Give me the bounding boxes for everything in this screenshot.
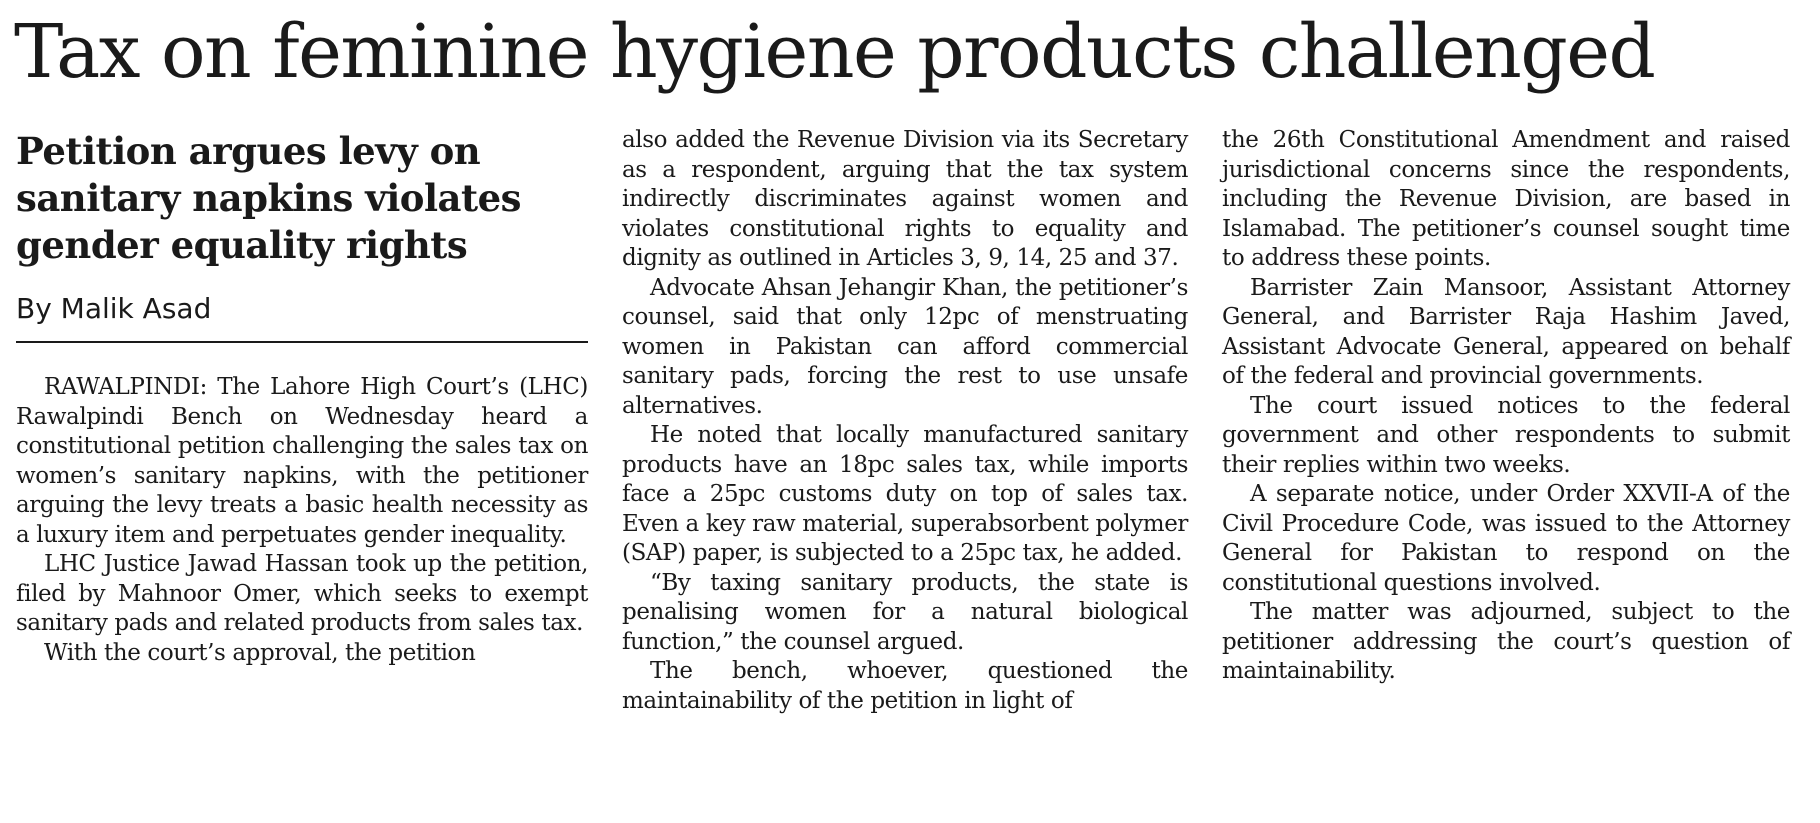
paragraph: Advocate Ahsan Jehangir Khan, the petitioner’s counsel, said that only 12pc of menstruating women in Pakistan can afford commercial sanitary pads, forcing the rest to use unsafe alternatives. [622, 274, 1188, 419]
paragraph: The matter was adjourned, subject to the petitioner addressing the court’s question of maintainability. [1222, 599, 1790, 684]
paragraph: With the court’s approval, the petition [44, 639, 476, 666]
column-2-body [622, 126, 1188, 716]
column-1-body [16, 373, 588, 668]
paragraph: the 26th Constitutional Amendment and raised jurisdictional concerns since the respondents, including the Revenue Division, are based in Islamabad. The petitioner’s counsel sought time to address these points. [1222, 127, 1790, 271]
headline: Tax on feminine hygiene products challenged [14, 9, 1655, 95]
paragraph: He noted that locally manufactured sanitary products have an 18pc sales tax, while imports face a 25pc customs duty on top of sales tax. Even a key raw material, superabsorbent polymer (SAP) paper, is subjected to a 25pc tax, he added. [622, 422, 1188, 566]
byline: By Malik Asad [16, 291, 588, 343]
paragraph: A separate notice, under Order XXVII-A of the Civil Procedure Code, was issued to the Attorney General for Pakistan to respond on the constitutional questions involved. [1222, 481, 1790, 596]
paragraph: “By taxing sanitary products, the state is penalising women for a natural biological function,” the counsel argued. [622, 569, 1188, 655]
paragraph: also added the Revenue Division via its Secretary as a respondent, arguing that the tax system indirectly discriminates against women and violates constitutional rights to equality and dignity as outlined in Articles 3, 9, 14, 25 and 37. [622, 127, 1188, 271]
paragraph: Barrister Zain Mansoor, Assistant Attorney General, and Barrister Raja Hashim Javed, Assistant Advocate General, appeared on behalf of the federal and provincial governments. [1222, 274, 1790, 389]
paragraph: LHC Justice Jawad Hassan took up the petition, filed by Mahnoor Omer, which seeks to exempt sanitary pads and related products from sales tax. [16, 551, 588, 636]
column-1 [16, 128, 588, 668]
column-3-body [1222, 126, 1790, 687]
paragraph: RAWALPINDI: The Lahore High Court’s (LHC) Rawalpindi Bench on Wednesday heard a constitutional petition challenging the sales tax on women’s sanitary napkins, with the petitioner arguing the levy treats a basic health necessity as a luxury item and perpetuates gender inequality. [16, 374, 588, 548]
paragraph: The court issued notices to the federal government and other respondents to submit their replies within two weeks. [1222, 392, 1790, 478]
column-2 [622, 126, 1188, 716]
subheadline: Petition argues levy on sanitary napkins violates gender equality rights [16, 129, 521, 267]
paragraph: The bench, whoever, questioned the maintainability of the petition in light of [622, 658, 1188, 714]
column-3 [1222, 126, 1790, 687]
